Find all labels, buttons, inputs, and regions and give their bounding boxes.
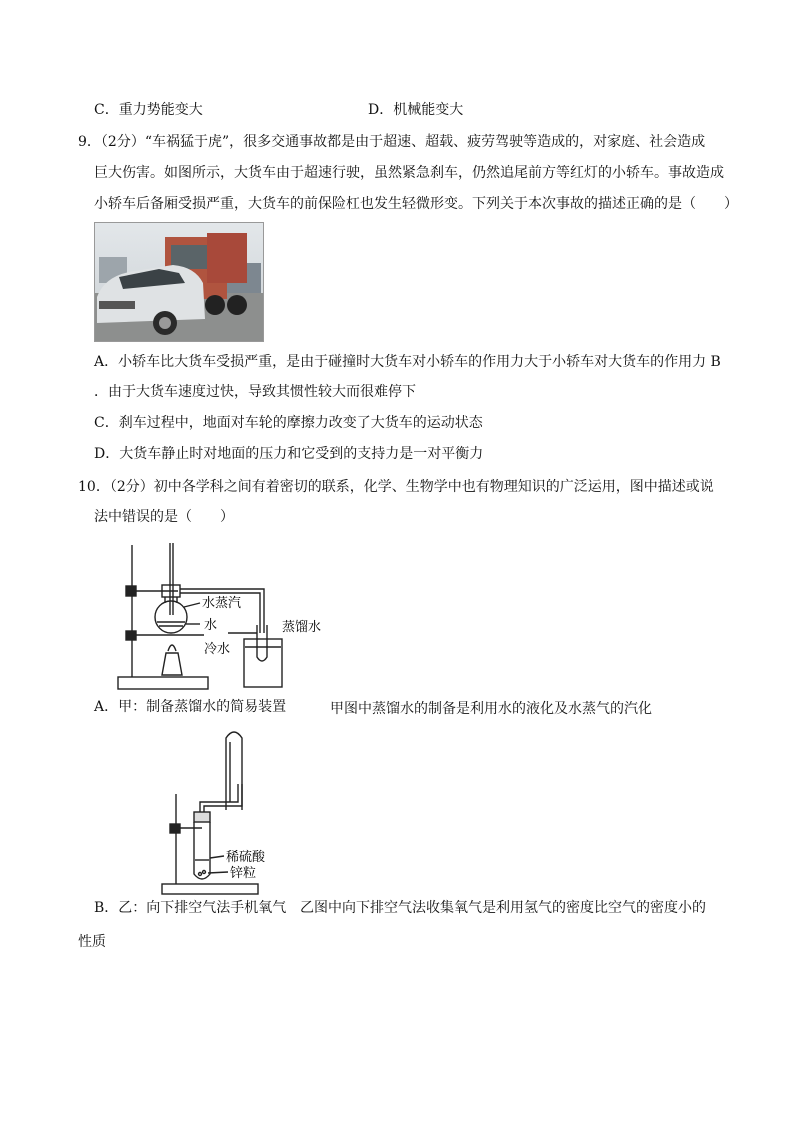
q8-option-d: D．机械能变大 bbox=[368, 102, 464, 118]
label-water-vapor: 水蒸汽 bbox=[202, 596, 242, 611]
q8-option-c: C．重力势能变大 bbox=[94, 102, 203, 118]
figure-a-statement: 甲图中蒸馏水的制备是利用水的液化及水蒸气的汽化 bbox=[330, 701, 652, 717]
label-cold-water: 冷水 bbox=[204, 642, 231, 657]
q9-option-c: C．刹车过程中，地面对车轮的摩擦力改变了大货车的运动状态 bbox=[94, 415, 483, 431]
figure-a-caption: A．甲：制备蒸馏水的简易装置 bbox=[94, 699, 287, 715]
label-distilled-water: 蒸馏水 bbox=[282, 620, 322, 635]
q9-stem-line2: 巨大伤害。如图所示，大货车由于超速行驶，虽然紧急刹车，仍然追尾前方等红灯的小轿车。事故造成 bbox=[94, 165, 724, 181]
label-zinc-granules: 锌粒 bbox=[230, 866, 257, 881]
figure-b-caption: B．乙：向下排空气法手机氧气 bbox=[94, 900, 287, 916]
gas-collection-apparatus-figure bbox=[158, 728, 318, 898]
figure-b-statement-line2: 性质 bbox=[78, 934, 106, 950]
q9-option-a-line1: A．小轿车比大货车受损严重，是由于碰撞时大货车对小轿车的作用力大于小轿车对大货车的作用力 B bbox=[94, 354, 721, 370]
label-dilute-sulfuric-acid: 稀硫酸 bbox=[226, 850, 266, 865]
q9-stem-line1: 9．（2分）“车祸猛于虎”，很多交通事故都是由于超速、超载、疲劳驾驶等造成的，对家庭、社会造成 bbox=[78, 134, 706, 150]
q10-stem-line2: 法中错误的是（ ） bbox=[94, 509, 234, 525]
figure-b-statement-line1: 乙图中向下排空气法收集氧气是利用氢气的密度比空气的密度小的 bbox=[300, 900, 706, 916]
accident-photo bbox=[94, 222, 264, 342]
q9-stem-line3: 小轿车后备厢受损严重，大货车的前保险杠也发生轻微形变。下列关于本次事故的描述正确的是（ ） bbox=[94, 196, 738, 212]
q10-stem-line1: 10．（2分）初中各学科之间有着密切的联系，化学、生物学中也有物理知识的广泛运用，图中描述或说 bbox=[78, 479, 714, 495]
label-water: 水 bbox=[204, 618, 218, 633]
q9-option-d: D．大货车静止时对地面的压力和它受到的支持力是一对平衡力 bbox=[94, 446, 484, 462]
distillation-apparatus-figure bbox=[114, 535, 344, 720]
q9-option-a-line2: ．由于大货车速度过快，导致其惯性较大而很难停下 bbox=[94, 384, 416, 400]
